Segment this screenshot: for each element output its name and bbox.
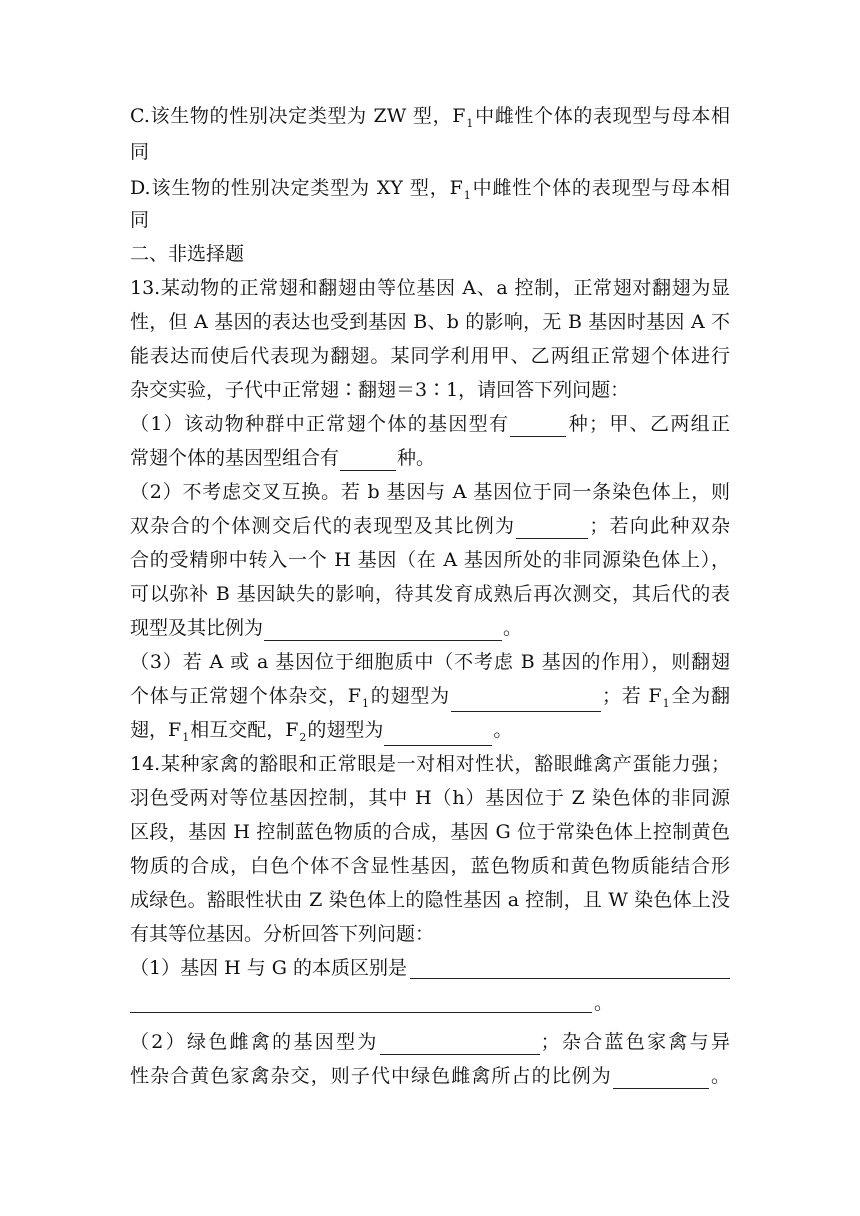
q14-line3: 区段，基因 H 控制蓝色物质的合成，基因 G 位于常染色体上控制黄色: [130, 821, 730, 843]
q14-line5: 成绿色。豁眼性状由 Z 染色体上的隐性基因 a 控制，且 W 染色体上没: [130, 889, 730, 911]
section-heading: 二、非选择题: [130, 243, 245, 265]
q13-line4: 杂交实验，子代中正常翅∶翻翅＝3∶1，请回答下列问题：: [130, 379, 630, 401]
q13-line3: 能表达而使后代表现为翻翅。某同学利用甲、乙两组正常翅个体进行: [130, 345, 730, 367]
answer-blank[interactable]: [451, 691, 601, 712]
answer-blank[interactable]: [410, 978, 730, 979]
q14-part2-line2: 性杂合黄色家禽杂交，则子代中绿色雌禽所占的比例为 。: [130, 1065, 730, 1087]
answer-blank[interactable]: [264, 620, 502, 641]
answer-blank[interactable]: [380, 1034, 540, 1055]
q13-part2-line1: （2）不考虑交叉互换。若 b 基因与 A 基因位于同一条染色体上，则: [130, 481, 730, 503]
q13-part3-line2: 个体与正常翅个体杂交，$F_1$的翅型为 ；若 $F_1$全为翻: [130, 685, 730, 710]
option-c-line2: 同: [130, 141, 150, 163]
answer-blank-continued[interactable]: [130, 1012, 592, 1013]
q14-part1-line1: （1）基因 H 与 G 的本质区别是: [130, 957, 407, 979]
answer-blank[interactable]: [340, 450, 396, 471]
q13-part1-line2: 常翅个体的基因型组合有 种。: [130, 447, 436, 469]
q13-line2: 性，但 A 基因的表达也受到基因 B、b 的影响，无 B 基因时基因 A 不: [130, 311, 730, 333]
q13-part1-line1: （1）该动物种群中正常翅个体的基因型有 种；甲、乙两组正: [130, 413, 730, 435]
q13-part2-line3: 合的受精卵中转入一个 H 基因（在 A 基因所处的非同源染色体上），: [130, 549, 730, 571]
answer-blank[interactable]: [613, 1068, 709, 1089]
option-d-line1: D.该生物的性别决定类型为 XY 型，$F_1$中雌性个体的表现型与母本相: [130, 177, 730, 202]
q13-part2-line2: 双杂合的个体测交后代的表现型及其比例为 ；若向此种双杂: [130, 515, 730, 537]
q13-line1: 13.某动物的正常翅和翻翅由等位基因 A、a 控制，正常翅对翻翅为显: [130, 277, 730, 299]
q14-line6: 有其等位基因。分析回答下列问题：: [130, 923, 435, 945]
q13-part2-line4: 可以弥补 B 基因缺失的影响，待其发育成熟后再次测交，其后代的表: [130, 583, 730, 605]
q13-part3-line3: 翅，$F_1$相互交配，$F_2$的翅型为 。: [130, 719, 513, 744]
q14-line2: 羽色受两对等位基因控制，其中 H（h）基因位于 Z 染色体的非同源: [130, 787, 730, 809]
option-d-line2: 同: [130, 209, 150, 231]
q13-part3-line1: （3）若 A 或 a 基因位于细胞质中（不考虑 B 基因的作用），则翻翅: [130, 651, 730, 673]
answer-blank[interactable]: [510, 416, 566, 437]
answer-blank[interactable]: [384, 725, 492, 746]
q14-line4: 物质的合成，白色个体不含显性基因，蓝色物质和黄色物质能结合形: [130, 855, 730, 877]
q13-part2-line5: 现型及其比例为 。: [130, 617, 523, 639]
q14-part1-end: 。: [594, 992, 614, 1014]
answer-blank[interactable]: [516, 518, 588, 539]
q14-line1: 14.某种家禽的豁眼和正常眼是一对相对性状，豁眼雌禽产蛋能力强；: [130, 753, 730, 775]
q14-part2-line1: （2）绿色雌禽的基因型为 ；杂合蓝色家禽与异: [130, 1031, 730, 1053]
option-c-line1: C.该生物的性别决定类型为 ZW 型，$F_1$中雌性个体的表现型与母本相: [130, 105, 730, 130]
